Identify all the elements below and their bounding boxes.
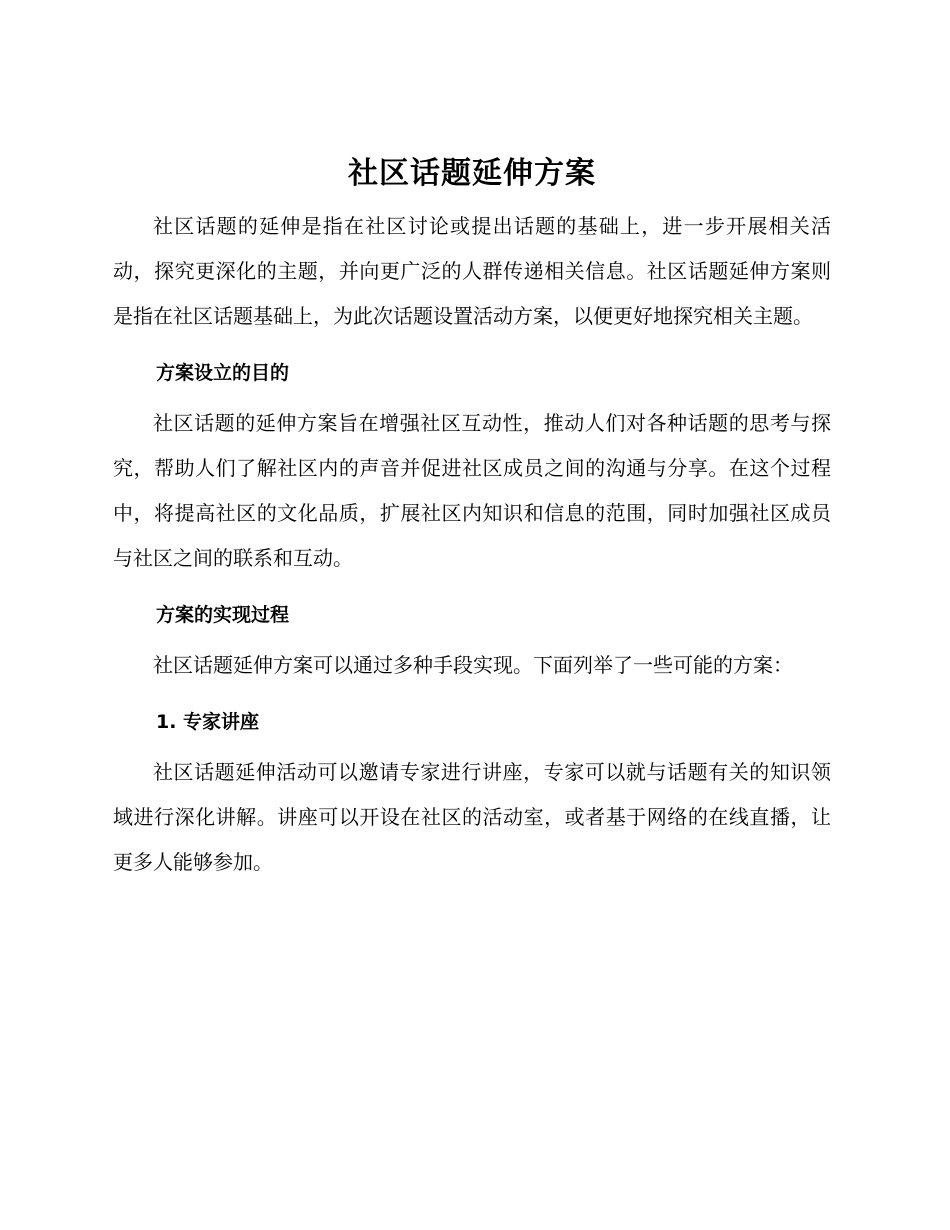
section-body-purpose: 社区话题的延伸方案旨在增强社区互动性，推动人们对各种话题的思考与探究，帮助人们了解社区内的声音并促进社区成员之间的沟通与分享。在这个过程中，将提高社区的文化品质，扩展社区内知识和信息的范围，同时加强社区成员与社区之间的联系和互动。 [113,411,831,570]
section-heading-purpose: 方案设立的目的 [156,362,290,384]
section-body-expert-lecture: 社区话题延伸活动可以邀请专家进行讲座，专家可以就与话题有关的知识领域进行深化讲解。讲座可以开设在社区的活动室，或者基于网络的在线直播，让更多人能够参加。 [113,760,831,874]
document-page [113,150,831,885]
intro-paragraph: 社区话题的延伸是指在社区讨论或提出话题的基础上，进一步开展相关活动，探究更深化的主题，并向更广泛的人群传递相关信息。社区话题延伸方案则是指在社区话题基础上，为此次话题设置活动方案，以便更好地探究相关主题。 [113,214,831,328]
section-heading-expert-lecture: 1. 专家讲座 [156,711,260,733]
document-title: 社区话题延伸方案 [348,156,596,191]
section-heading-process: 方案的实现过程 [156,604,290,626]
section-body-process: 社区话题延伸方案可以通过多种手段实现。下面列举了一些可能的方案： [153,653,793,677]
